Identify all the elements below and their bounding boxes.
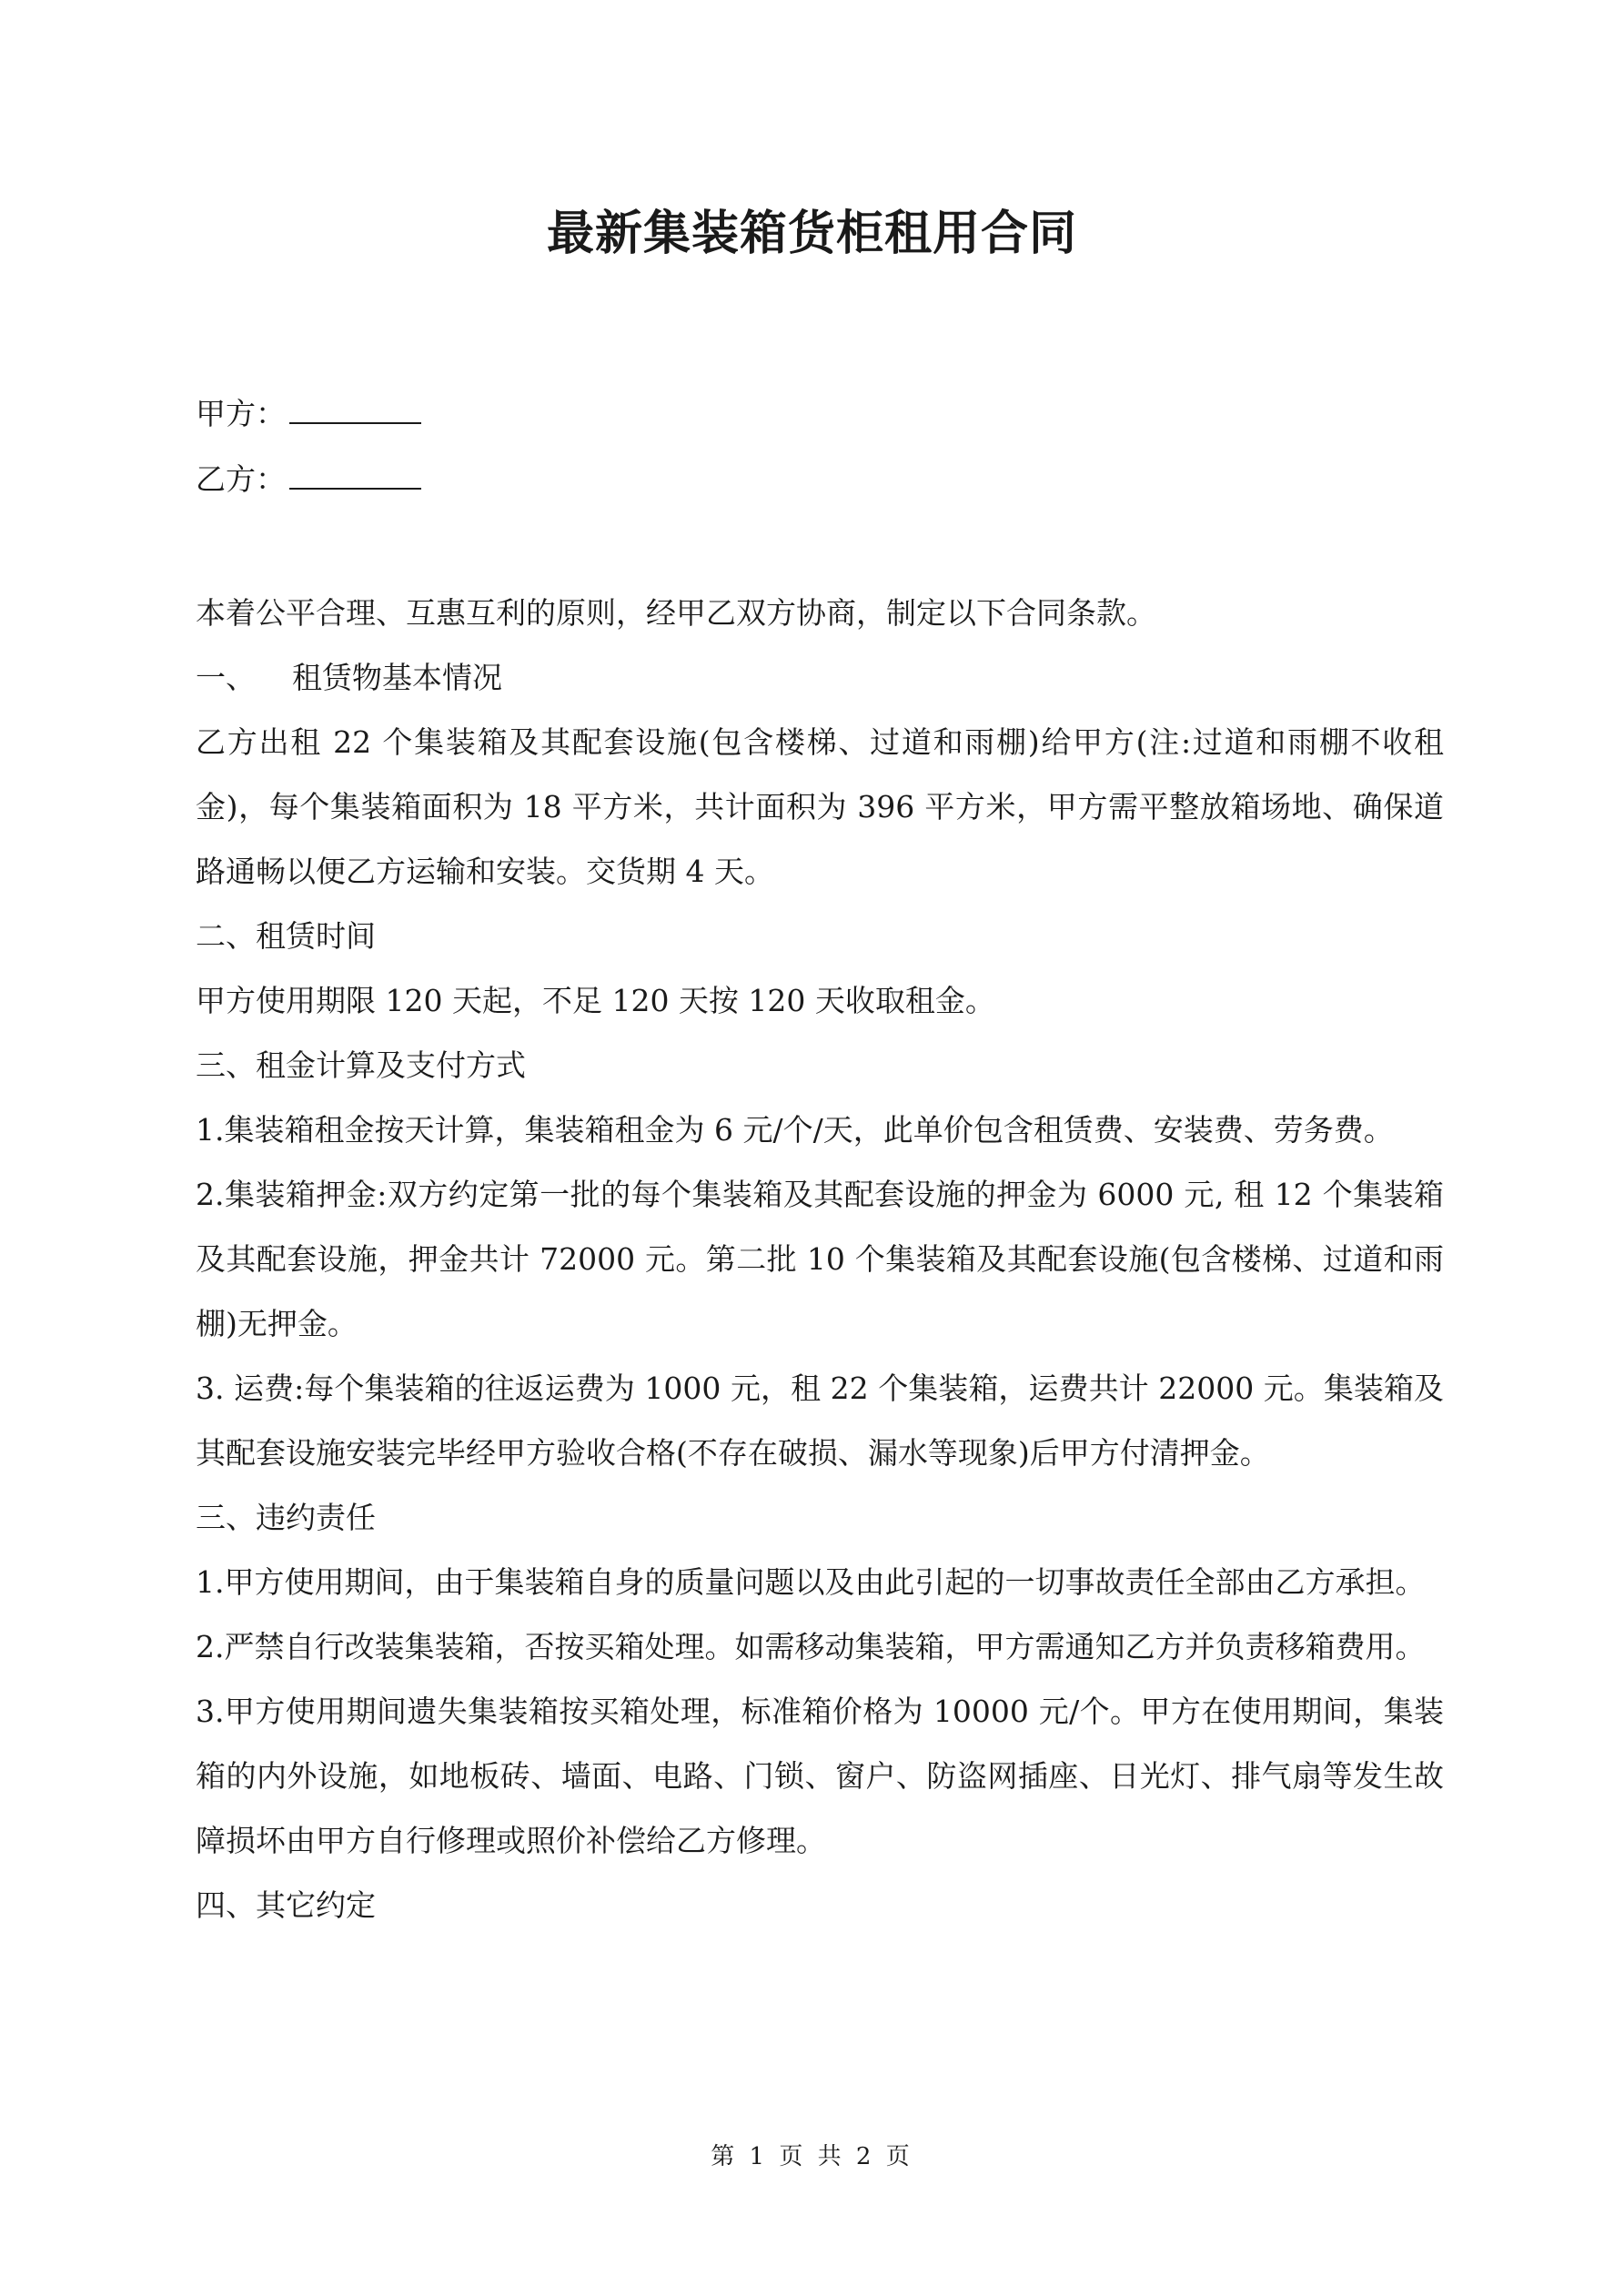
- section-2-paragraph: 甲方使用期限 120 天起，不足 120 天按 120 天收取租金。: [196, 983, 995, 1018]
- clause-3-3: 3. 运费:每个集装箱的往返运费为 1000 元，租 22 个集装箱，运费共计 22000 元。集装箱及其配套设施安装完毕经甲方验收合格(不存在破损、漏水等现象)后甲方付清押金。: [196, 1371, 1444, 1471]
- section-4-heading: 四、其它约定: [196, 1887, 376, 1923]
- intro-paragraph: 本着公平合理、互惠互利的原则，经甲乙双方协商，制定以下合同条款。: [196, 595, 1156, 631]
- page-number-footer: 第 1 页 共 2 页: [711, 2143, 913, 2170]
- party-a-blank: [289, 397, 421, 424]
- section-1-paragraph: 乙方出租 22 个集装箱及其配套设施(包含楼梯、过道和雨棚)给甲方(注:过道和雨棚不收租金)，每个集装箱面积为 18 平方米，共计面积为 396 平方米，甲方需平整放箱场地、确保道路通畅以便乙方运输和安装。交货期 4 天。: [196, 724, 1444, 889]
- liability-clause-1: 1.甲方使用期间，由于集装箱自身的质量问题以及由此引起的一切事故责任全部由乙方承担。: [196, 1564, 1426, 1600]
- party-b-line: [196, 457, 421, 502]
- clause-3-1: 1.集装箱租金按天计算，集装箱租金为 6 元/个/天，此单价包含租赁费、安装费、劳务费。: [196, 1112, 1394, 1148]
- liability-heading: 三、违约责任: [196, 1500, 376, 1535]
- section-1-number: 一、: [196, 660, 256, 695]
- party-a-label: 甲方：: [196, 396, 286, 431]
- section-3-heading: 三、租金计算及支付方式: [196, 1047, 526, 1083]
- section-2-heading: 二、租赁时间: [196, 918, 376, 954]
- section-1-heading: [196, 645, 1444, 710]
- party-a-line: [196, 391, 421, 437]
- liability-clause-3: 3.甲方使用期间遗失集装箱按买箱处理，标准箱价格为 10000 元/个。甲方在使用期间，集装箱的内外设施，如地板砖、墙面、电路、门锁、窗户、防盗网插座、日光灯、排气扇等发生故障损坏由甲方自行修理或照价补偿给乙方修理。: [196, 1694, 1444, 1858]
- party-b-label: 乙方：: [196, 461, 286, 497]
- section-1-title: 租赁物基本情况: [292, 660, 502, 695]
- liability-clause-2: 2.严禁自行改装集装箱，否按买箱处理。如需移动集装箱，甲方需通知乙方并负责移箱费用。: [196, 1629, 1426, 1664]
- clause-3-2: 2.集装箱押金:双方约定第一批的每个集装箱及其配套设施的押金为 6000 元, 租 12 个集装箱及其配套设施，押金共计 72000 元。第二批 10 个集装箱及其配套设施(包含楼梯、过道和雨棚)无押金。: [196, 1177, 1445, 1341]
- document-title: 最新集装箱货柜租用合同: [546, 206, 1077, 261]
- contract-body: [196, 581, 1444, 1937]
- party-b-blank: [289, 462, 421, 490]
